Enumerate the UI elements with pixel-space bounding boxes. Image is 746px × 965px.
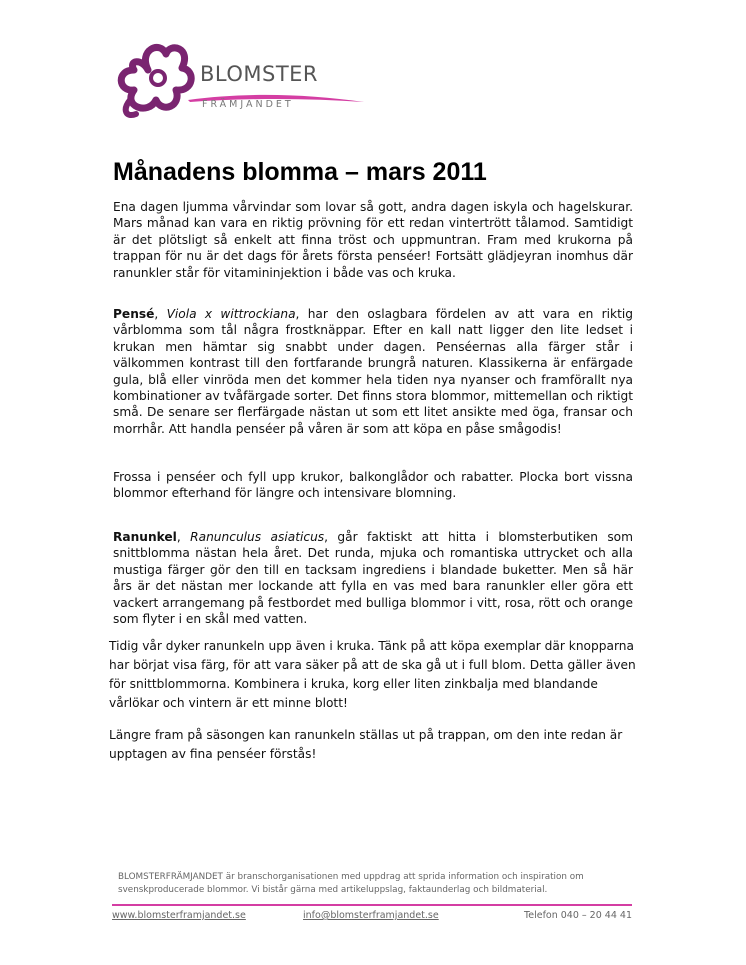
website-link[interactable]: www.blomsterframjandet.se [112,910,246,921]
ranunkel-text: , går faktiskt att hitta i blomsterbutiken som snittblomma nästan hela året. Det runda, mjuka och romantiska uttrycket och alla mustiga färger gör den till en tacksam ingrediens i blandade buketter. Men så här års är det nästan mer lockande att fylla en vas med bara ranunkler eller göra ett vackert arrangemang på festbordet med bulliga blommor i vitt, rosa, rött och orange som flyter i en skål med vatten. [113,530,633,627]
ranunkel-season-paragraph: Längre fram på säsongen kan ranunkeln ställas ut på trappan, om den inte redan är upptagen av fina penséer förstås! [109,728,623,761]
intro-paragraph: Ena dagen ljumma vårvindar som lovar så gott, andra dagen iskyla och hagelskurar. Mars månad kan vara en riktig prövning för ett redan vintertrött tålamod. Samtidigt är det plötsligt så enkelt att finna tröst och uppmuntran. Fram med krukorna på trappan för nu är det dags för årets första penséer! Fortsätt glädjeyran inomhus där ranunkler står för vitamininjektion i både vas och kruka. [113,200,633,280]
pense-name: Pensé [113,307,155,321]
footer-divider [112,904,632,906]
logo [108,40,368,120]
pense-text: , har den oslagbara fördelen av att vara en riktig vårblomma som tål några frostknäppar. Efter en kall natt ligger den lite ledset i krukan men hämtar sig snabbt under dagen. Penséernas alla färger står i välkommen kontrast till den fortfarande brungrå naturen. Klassikerna är enfärgade gula, blå eller vinröda men det kommer hela tiden nya nyanser och framförallt nya kombinationer av tvåfärgade sorter. Det finns stora blommor, mittemellan och riktigt små. De senare ser flerfärgade nästan ut som ett litet ansikte med öga, fransar och morrhår. Att handla penséer på våren är som att köpa en påse smågodis! [113,307,633,436]
email-link[interactable]: info@blomsterframjandet.se [303,910,439,921]
ranunkel-name: Ranunkel [113,530,177,544]
pense-latin-name: Viola x wittrockiana [166,307,296,321]
pense-care-paragraph: Frossa i penséer och fyll upp krukor, balkonglådor och rabatter. Plocka bort vissna blommor efterhand för längre och intensivare blomning. [113,470,633,501]
brand-name: BLOMSTER [200,62,319,86]
pense-separator: , [154,307,167,321]
brand-subtitle: FRÄMJANDET [202,99,294,110]
footer-contact [112,910,632,924]
flower-logo-icon [108,40,198,120]
ranunkel-pot-paragraph: Tidig vår dyker ranunkeln upp även i kruka. Tänk på att köpa exemplar där knopparna har börjat visa färg, för att vara säker på att de ska gå ut i full blom. Detta gäller även för snittblommorna. Kombinera i kruka, korg eller liten zinkbalja med blandande vårlökar och vintern är ett minne blott! [109,639,636,710]
ranunkel-paragraph [113,529,633,627]
ranunkel-latin-name: Ranunculus asiaticus [190,530,325,544]
phone-number: Telefon 040 – 20 44 41 [524,910,632,921]
pense-paragraph [113,306,633,437]
ranunkel-separator: , [176,530,191,544]
footer-description: BLOMSTERFRÄMJANDET är branschorganisationen med uppdrag att sprida information och inspiration om svenskproducerade blommor. Vi bistår gärna med artikeluppslag, faktaunderlag och bildmaterial. [118,872,584,895]
page-title: Månadens blomma – mars 2011 [113,158,487,186]
